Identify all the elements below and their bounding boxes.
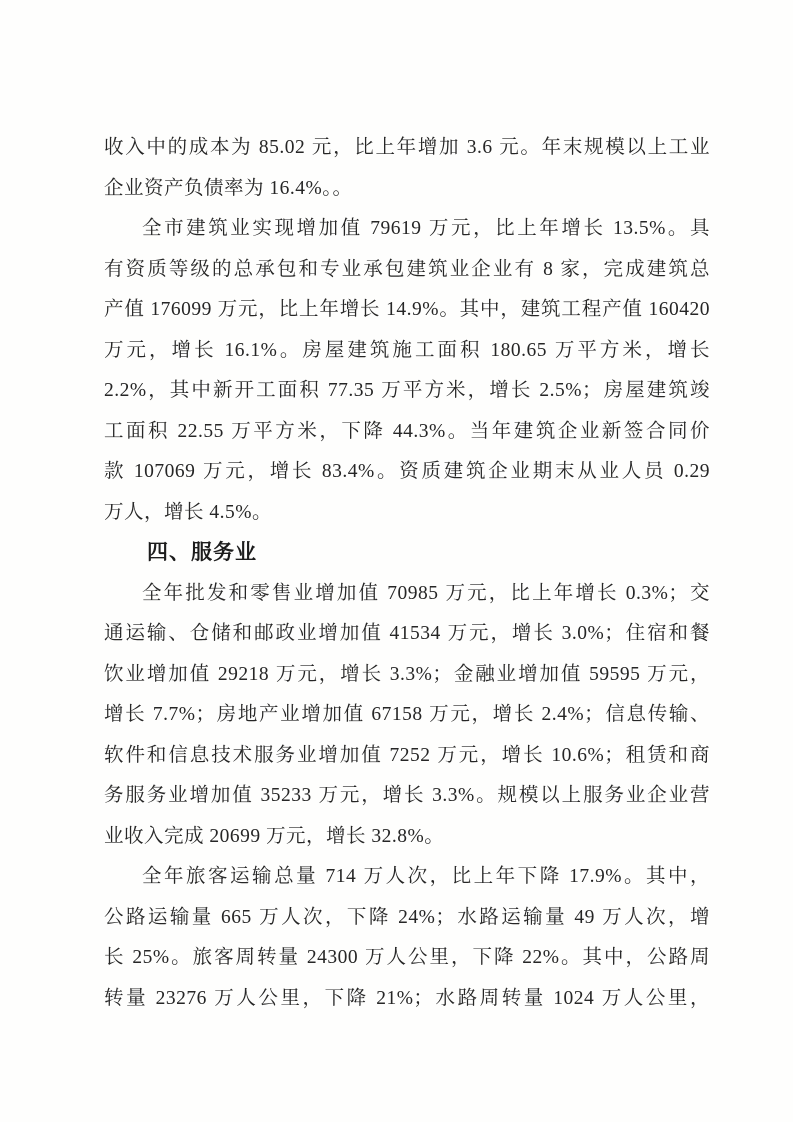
text-line: 公路运输量 665 万人次，下降 24%；水路运输量 49 万人次，增 xyxy=(104,906,710,928)
text-line: 2.2%，其中新开工面积 77.35 万平方米，增长 2.5%；房屋建筑竣 xyxy=(104,380,710,401)
text-line: 万人，增长 4.5%。 xyxy=(104,501,272,523)
text-line: 全年批发和零售业增加值 70985 万元，比上年增长 0.3%；交 xyxy=(142,582,710,604)
text-line: 长 25%。旅客周转量 24300 万人公里，下降 22%。其中，公路周 xyxy=(104,947,710,968)
text-line: 增长 7.7%；房地产业增加值 67158 万元，增长 2.4%；信息传输、 xyxy=(104,704,710,725)
text-line: 通运输、仓储和邮政业增加值 41534 万元，增长 3.0%；住宿和餐 xyxy=(104,623,710,644)
text-line: 转量 23276 万人公里，下降 21%；水路周转量 1024 万人公里， xyxy=(104,987,710,1009)
text-line: 有资质等级的总承包和专业承包建筑业企业有 8 家，完成建筑总 xyxy=(104,258,710,280)
text-line: 款 107069 万元，增长 83.4%。资质建筑企业期末从业人员 0.29 xyxy=(104,461,710,482)
text-line: 务服务业增加值 35233 万元，增长 3.3%。规模以上服务业企业营 xyxy=(104,785,710,806)
text-line: 全年旅客运输总量 714 万人次，比上年下降 17.9%。其中， xyxy=(142,866,710,887)
text-line: 工面积 22.55 万平方米，下降 44.3%。当年建筑企业新签合同价 xyxy=(104,420,710,442)
document-text-block xyxy=(104,128,710,1019)
text-line: 收入中的成本为 85.02 元，比上年增加 3.6 元。年末规模以上工业 xyxy=(104,137,710,158)
text-line: 软件和信息技术服务业增加值 7252 万元，增长 10.6%；租赁和商 xyxy=(104,744,710,766)
text-line: 全市建筑业实现增加值 79619 万元，比上年增长 13.5%。具 xyxy=(142,218,710,239)
text-line: 饮业增加值 29218 万元，增长 3.3%；金融业增加值 59595 万元， xyxy=(104,663,710,685)
text-line: 业收入完成 20699 万元，增长 32.8%。 xyxy=(104,825,445,847)
text-line: 产值 176099 万元，比上年增长 14.9%。其中，建筑工程产值 160420 xyxy=(104,299,710,320)
section-heading: 四、服务业 xyxy=(147,541,257,564)
text-line: 企业资产负债率为 16.4%。。 xyxy=(104,177,353,199)
text-line: 万元，增长 16.1%。房屋建筑施工面积 180.65 万平方米，增长 xyxy=(104,339,710,361)
